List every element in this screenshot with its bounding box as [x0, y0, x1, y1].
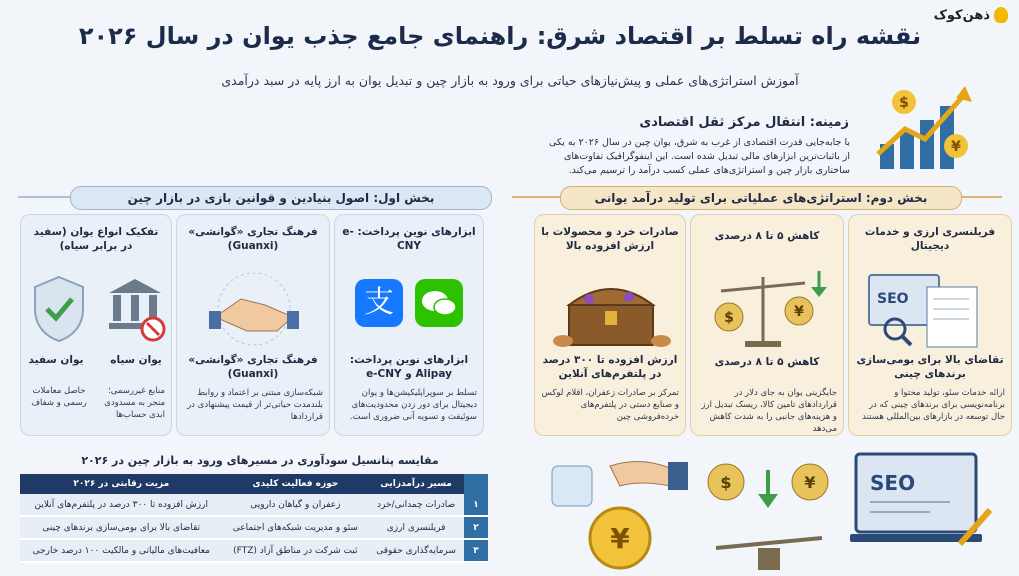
table-header-row [20, 474, 488, 494]
svg-text:$: $ [724, 310, 734, 326]
cost-card-text: جایگزینی یوان به جای دلار در قراردادهای تامین کالا، ریسک تبدیل ارز و هزینه‌های جانبی را به شدت کاهش می‌دهد [701, 388, 837, 434]
seo-screen-icon [865, 267, 995, 351]
table-row [20, 516, 488, 539]
wechat-icon [415, 279, 463, 327]
freelance-card-top-title: فریلنسری ارزی و خدمات دیجیتال [864, 226, 996, 252]
row-path: صادرات چمدانی/خرد [368, 494, 464, 516]
row-field: ثبت شرکت در مناطق آزاد (FTZ) [223, 539, 369, 562]
yen-coin-text: ¥ [951, 139, 961, 155]
black-yuan-text: منابع غیررسمی؛ منجر به مسدودی ابدی حساب‌ها [104, 386, 165, 420]
context-title: زمینه: انتقال مرکز ثقل اقتصادی [639, 115, 849, 130]
svg-text:¥: ¥ [804, 473, 816, 492]
table-row [20, 539, 488, 562]
section2-title: بخش دوم: استراتژی‌های عملیاتی برای تولید درآمد یوانی [560, 186, 962, 210]
guanxi-card-top-title: فرهنگ تجاری «گوانشی» (Guanxi) [188, 226, 318, 252]
svg-text:¥: ¥ [794, 304, 804, 320]
cost-reduction-card [690, 214, 844, 436]
freelance-card [848, 214, 1012, 436]
alipay-icon: 支 [355, 279, 403, 327]
payment-card-top-title: ابزارهای نوین پرداخت: e-CNY [342, 226, 476, 252]
table-header: حوزه فعالیت کلیدی [223, 474, 369, 494]
row-field: زعفران و گیاهان دارویی [223, 494, 369, 516]
treasure-chest-icon [549, 269, 673, 351]
shield-check-icon [29, 273, 89, 345]
brand-name: ذهن‌کوک [933, 7, 990, 23]
guanxi-card [176, 214, 330, 436]
guanxi-card-bottom-title: فرهنگ تجاری «گوانشی» (Guanxi) [188, 354, 318, 380]
svg-text:¥: ¥ [610, 522, 630, 555]
yuan-types-card [20, 214, 172, 436]
export-card-bottom-title: ارزش افزوده تا ۳۰۰ درصد در پلتفرم‌های آنلاین [542, 354, 678, 380]
blocked-bank-icon [103, 273, 167, 345]
seo-laptop-icon [850, 450, 1000, 562]
cost-card-top-title: کاهش ۵ تا ۸ درصدی [714, 230, 820, 242]
payment-card-text: تسلط بر سوپراپلیکیشن‌ها و یوان دیجیتال برای دور زدن محدودیت‌های سوئیفت و تسویه آنی ضروری است. [349, 388, 477, 422]
row-advantage: معافیت‌های مالیاتی و مالکیت ۱۰۰ درصد خارجی [20, 539, 223, 562]
freelance-card-text: ارائه خدمات سئو، تولید محتوا و برنامه‌نویسی برای برندهای چینی که در حال توسعه در بازارهای بین‌المللی هستند [862, 388, 1005, 422]
table-header: مزیت رقابتی در ۲۰۲۶ [20, 474, 223, 494]
comparison-table [20, 474, 488, 563]
white-yuan-text: حاصل معاملات رسمی و شفاف [31, 386, 87, 408]
scale-balance-icon [707, 267, 829, 351]
freelance-card-bottom-title: تقاضای بالا برای بومی‌سازی برندهای چینی [856, 354, 1004, 380]
row-field: سئو و مدیریت شبکه‌های اجتماعی [223, 516, 369, 539]
page-subtitle: آموزش استراتژی‌های عملی و پیش‌نیازهای حیاتی برای ورود به بازار چین و تبدیل یوان به ارز پایه در سبد درآمدی [221, 73, 799, 88]
cost-card-bottom-title: کاهش ۵ تا ۸ درصدی [714, 356, 820, 368]
row-number: ۳ [464, 539, 488, 562]
row-path: فریلنسری ارزی [368, 516, 464, 539]
svg-text:$: $ [720, 473, 732, 492]
row-advantage: تقاضای بالا برای بومی‌سازی برندهای چینی [20, 516, 223, 539]
section1-title: بخش اول: اصول بنیادین و قوانین بازی در بازار چین [70, 186, 492, 210]
guanxi-card-text: شبکه‌سازی مبتنی بر اعتماد و روابط بلندمدت حیاتی‌تر از قیمت پیشنهادی در قراردادها [187, 388, 323, 422]
row-advantage: ارزش افزوده تا ۳۰۰ درصد در پلتفرم‌های آنلاین [20, 494, 223, 516]
white-yuan-label: یوان سفید [28, 354, 84, 366]
table-row [20, 494, 488, 516]
currency-swap-icon [696, 452, 842, 574]
growth-chart-icon [870, 84, 980, 174]
svg-text:SEO: SEO [877, 291, 909, 307]
table-header: مسیر درآمدزایی [368, 474, 464, 494]
row-number: ۲ [464, 516, 488, 539]
export-card-text: تمرکز بر صادرات زعفران، اقلام لوکس و صنایع دستی در پلتفرم‌های خرده‌فروشی چین [541, 388, 679, 422]
svg-text:SEO: SEO [870, 471, 916, 495]
payment-card-bottom-title: ابزارهای نوین پرداخت: Alipay و e-CNY [349, 354, 469, 380]
page-title: نقشه راه تسلط بر اقتصاد شرق: راهنمای جامع جذب یوان در سال ۲۰۲۶ [78, 22, 922, 50]
hand-coin-jar-icon [540, 446, 690, 574]
export-card [534, 214, 686, 436]
payment-tools-card [334, 214, 484, 436]
yuan-card-title: تفکیک انواع یوان (سفید در برابر سیاه) [33, 226, 159, 252]
lightbulb-icon [994, 7, 1008, 23]
row-number: ۱ [464, 494, 488, 516]
table-header-index [464, 474, 488, 494]
dollar-coin-text: $ [899, 95, 909, 111]
black-yuan-label: یوان سیاه [110, 354, 162, 366]
comparison-table-title: مقایسه پتانسیل سودآوری در مسیرهای ورود به بازار چین در ۲۰۲۶ [81, 454, 439, 467]
handshake-icon [207, 269, 301, 349]
export-card-top-title: صادرات خرد و محصولات با ارزش افزوده بالا [541, 226, 679, 252]
row-path: سرمایه‌گذاری حقوقی [368, 539, 464, 562]
context-text: با جابه‌جایی قدرت اقتصادی از غرب به شرق، یوان چین در سال ۲۰۲۶ به یکی از باثبات‌ترین ابزارهای مالی تبدیل شده است. این اینفوگرافیک تفاوت‌های ساختاری بازار چین و استراتژی‌های عملی کسب درآمد را ترسیم می‌کند. [548, 137, 850, 176]
